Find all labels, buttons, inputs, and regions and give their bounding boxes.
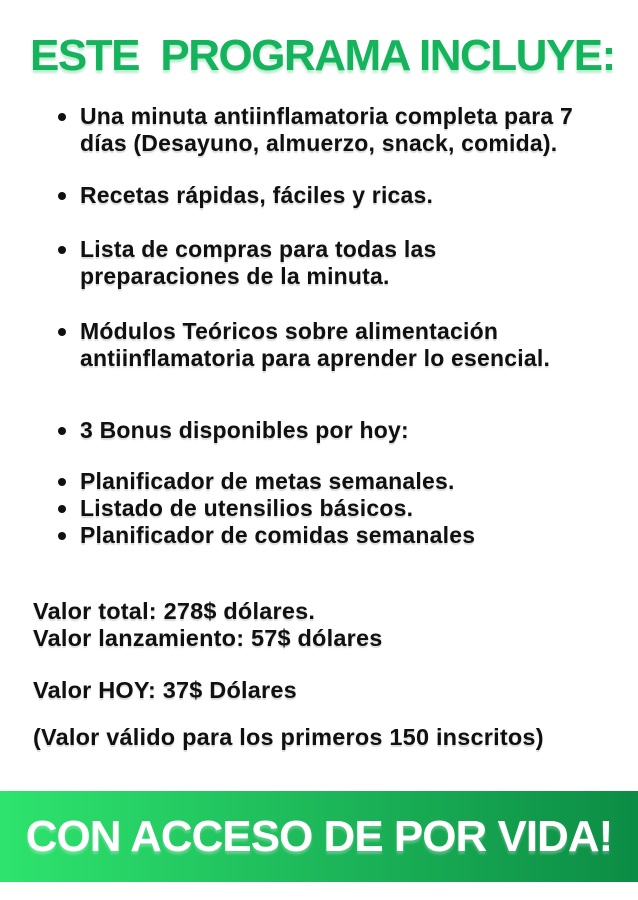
features-list [0, 103, 638, 444]
bonus-item-utensilios: Listado de utensilios básicos. [0, 495, 593, 522]
bonus-item-metas: Planificador de metas semanales. [0, 468, 593, 495]
bonus-list [0, 468, 638, 549]
price-total: Valor total: 278$ dólares. [33, 598, 316, 624]
feature-item-minuta: Una minuta antiinflamatoria completa para 7 días (Desayuno, almuerzo, snack, comida). [0, 103, 593, 157]
price-launch: Valor lanzamiento: 57$ dólares [33, 625, 383, 651]
lifetime-access-banner [0, 791, 638, 882]
feature-item-recetas: Recetas rápidas, fáciles y ricas. [0, 182, 593, 209]
price-today: Valor HOY: 37$ Dólares [33, 677, 297, 703]
pricing-block [33, 598, 618, 751]
page-title: ESTE PROGRAMA INCLUYE: [30, 31, 615, 80]
bonus-header: 3 Bonus disponibles por hoy: [0, 417, 593, 444]
banner-text: CON ACCESO DE POR VIDA! [25, 811, 613, 861]
bonus-item-comidas: Planificador de comidas semanales [0, 522, 593, 549]
feature-item-lista-compras: Lista de compras para todas las preparaciones de la minuta. [0, 236, 593, 290]
price-validity: (Valor válido para los primeros 150 inscritos) [33, 724, 544, 750]
feature-item-modulos: Módulos Teóricos sobre alimentación antiinflamatoria para aprender lo esencial. [0, 318, 593, 372]
